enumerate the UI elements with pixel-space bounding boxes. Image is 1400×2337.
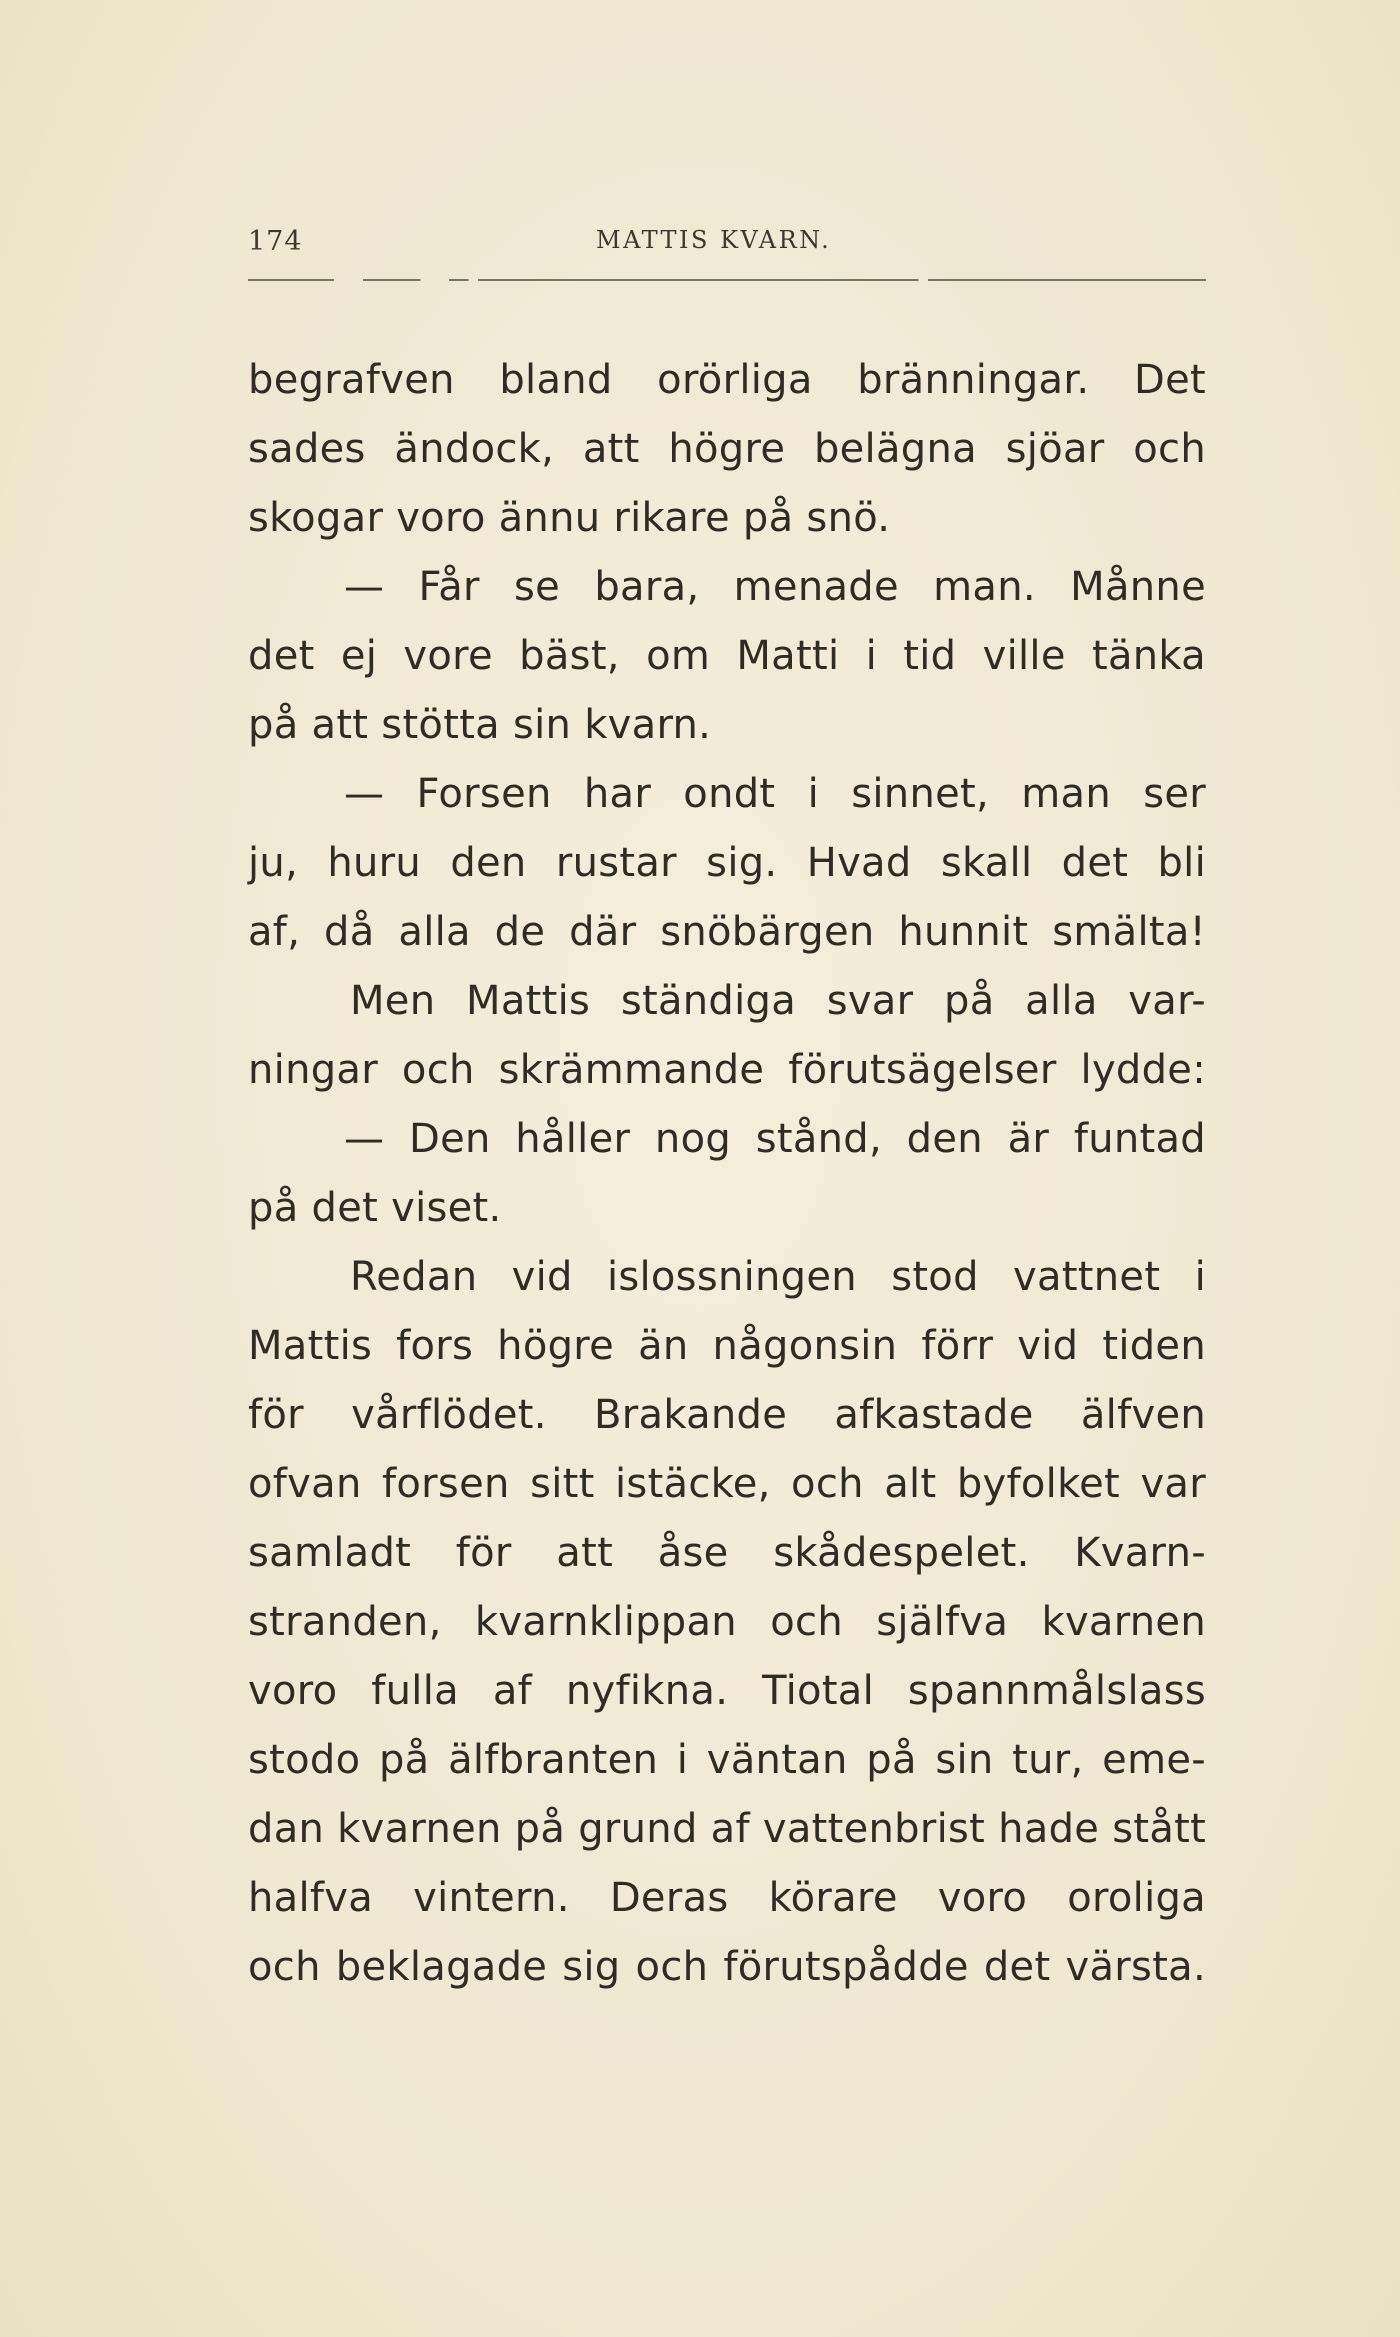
text-line: ningar och skrämmande förutsägelser lydde: <box>248 1047 1206 1093</box>
text-line: och beklagade sig och förutspådde det värsta. <box>248 1944 1206 1990</box>
text-line: dan kvarnen på grund af vattenbrist hade stått <box>248 1806 1207 1852</box>
text-line: det ej vore bäst, om Matti i tid ville tänka <box>248 633 1206 679</box>
text-line: sades ändock, att högre belägna sjöar och <box>248 426 1206 472</box>
text-line: begrafven bland orörliga bränningar. Det <box>248 357 1206 403</box>
text-line: af, då alla de där snöbärgen hunnit smälta! <box>248 909 1206 955</box>
text-line: halfva vintern. Deras körare voro oroliga <box>248 1875 1206 1921</box>
text-line: skogar voro ännu rikare på snö. <box>248 495 891 541</box>
running-title: MATTIS KVARN. <box>596 226 832 254</box>
text-line: på att stötta sin kvarn. <box>248 702 712 748</box>
page-number: 174 <box>248 226 303 257</box>
text-line: voro fulla af nyfikna. Tiotal spannmålslass <box>248 1668 1206 1714</box>
text-line: för vårflödet. Brakande afkastade älfven <box>248 1392 1206 1438</box>
text-line: Mattis fors högre än någonsin förr vid tiden <box>248 1323 1206 1369</box>
text-line: — Får se bara, menade man. Månne <box>344 564 1206 610</box>
text-line: stranden, kvarnklippan och själfva kvarnen <box>248 1599 1206 1645</box>
text-line: stodo på älfbranten i väntan på sin tur, eme- <box>248 1737 1206 1783</box>
running-head <box>248 226 1206 266</box>
text-line: — Forsen har ondt i sinnet, man ser <box>344 771 1206 817</box>
text-line: Redan vid islossningen stod vattnet i <box>350 1254 1206 1300</box>
header-rule <box>248 279 1206 281</box>
text-line: — Den håller nog stånd, den är funtad <box>344 1116 1206 1162</box>
text-line: på det viset. <box>248 1185 502 1231</box>
text-line: ofvan forsen sitt istäcke, och alt byfolket var <box>248 1461 1206 1507</box>
text-line: samladt för att åse skådespelet. Kvarn- <box>248 1530 1206 1576</box>
text-line: ju, huru den rustar sig. Hvad skall det bli <box>248 840 1206 886</box>
text-line: Men Mattis ständiga svar på alla var- <box>350 978 1206 1024</box>
